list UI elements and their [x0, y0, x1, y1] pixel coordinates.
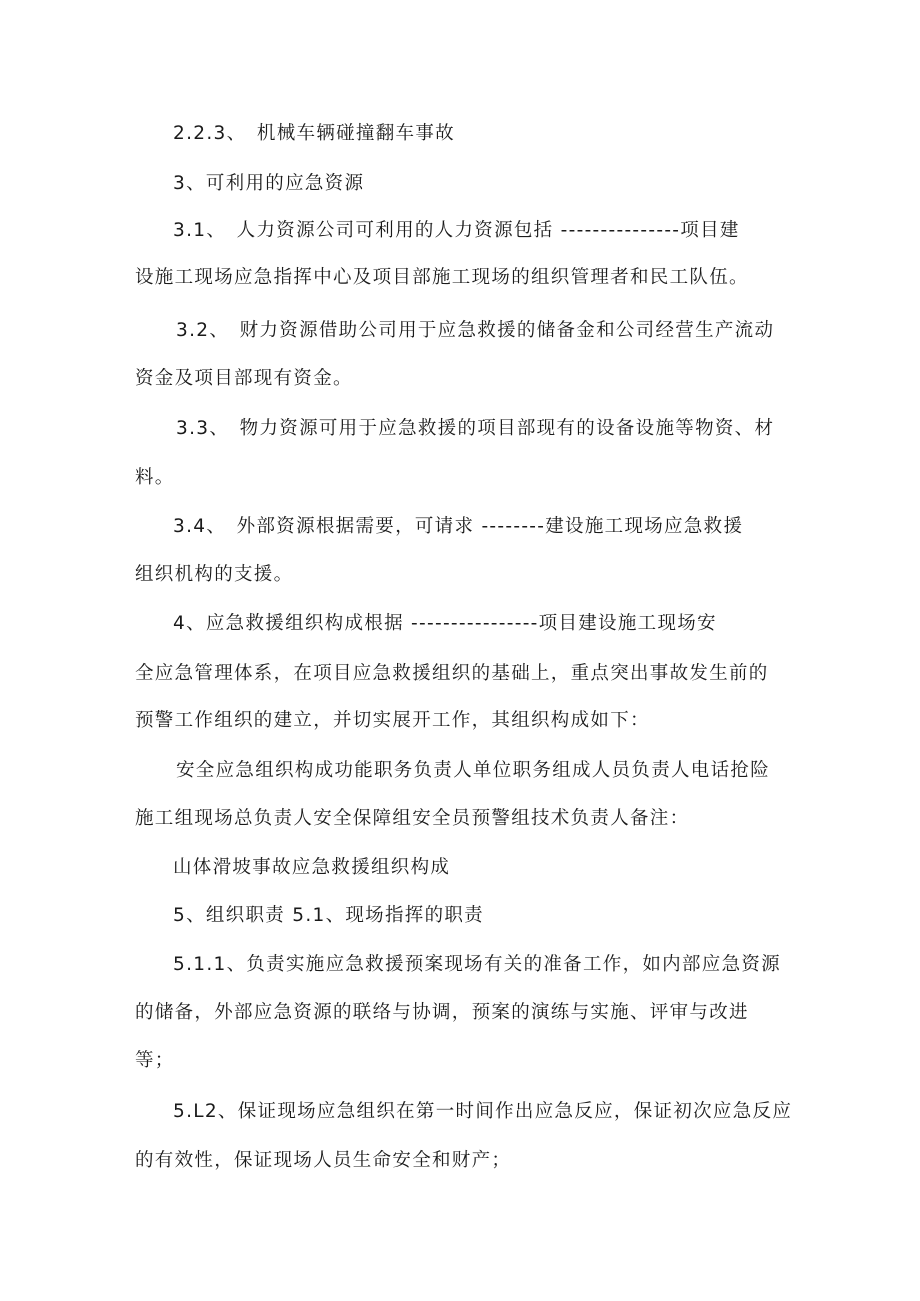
line-5-1-1-paragraph: 5.1.1、负责实施应急救援预案现场有关的准备工作，如内部应急资源	[173, 954, 781, 975]
line-3-2-continuation: 资金及项目部现有资金。	[135, 368, 353, 389]
line-landslide-heading: 山体滑坡事故应急救援组织构成	[173, 857, 451, 878]
line-3-4-continuation: 组织机构的支援。	[135, 564, 294, 585]
line-5-1-1-continuation-1: 的储备，外部应急资源的联络与协调，预案的演练与实施、评审与改进	[135, 1002, 749, 1023]
line-3-heading: 3、可利用的应急资源	[173, 173, 365, 194]
line-5-l2-continuation: 的有效性，保证现场人员生命安全和财产；	[135, 1150, 512, 1171]
line-3-2-paragraph: 3.2、 财力资源借助公司用于应急救援的储备金和公司经营生产流动	[176, 320, 775, 341]
line-organization-table-1: 安全应急组织构成功能职务负责人单位职务组成人员负责人电话抢险	[176, 760, 771, 781]
line-5-l2-paragraph: 5.L2、保证现场应急组织在第一时间作出应急反应，保证初次应急反应	[173, 1101, 793, 1122]
line-organization-table-2: 施工组现场总负责人安全保障组安全员预警组技术负责人备注：	[135, 808, 690, 829]
line-2-2-3-heading: 2.2.3、 机械车辆碰撞翻车事故	[173, 123, 455, 144]
line-5-1-1-continuation-2: 等；	[135, 1050, 175, 1071]
line-4-continuation-2: 预警工作组织的建立，并切实展开工作，其组织构成如下：	[135, 710, 650, 731]
line-3-1-continuation: 设施工现场应急指挥中心及项目部施工现场的组织管理者和民工队伍。	[135, 267, 749, 288]
line-5-heading: 5、组织职责 5.1、现场指挥的职责	[173, 905, 484, 926]
line-4-continuation-1: 全应急管理体系，在项目应急救援组织的基础上，重点突出事故发生前的	[135, 663, 769, 684]
line-4-paragraph: 4、应急救援组织构成根据 ----------------项目建设施工现场安	[173, 613, 717, 634]
line-3-1-paragraph: 3.1、 人力资源公司可利用的人力资源包括 ---------------项目建	[173, 220, 740, 241]
line-3-3-continuation: 料。	[135, 467, 175, 488]
line-3-3-paragraph: 3.3、 物力资源可用于应急救援的项目部现有的设备设施等物资、材	[176, 418, 775, 439]
line-3-4-paragraph: 3.4、 外部资源根据需要，可请求 --------建设施工现场应急救援	[173, 516, 744, 537]
